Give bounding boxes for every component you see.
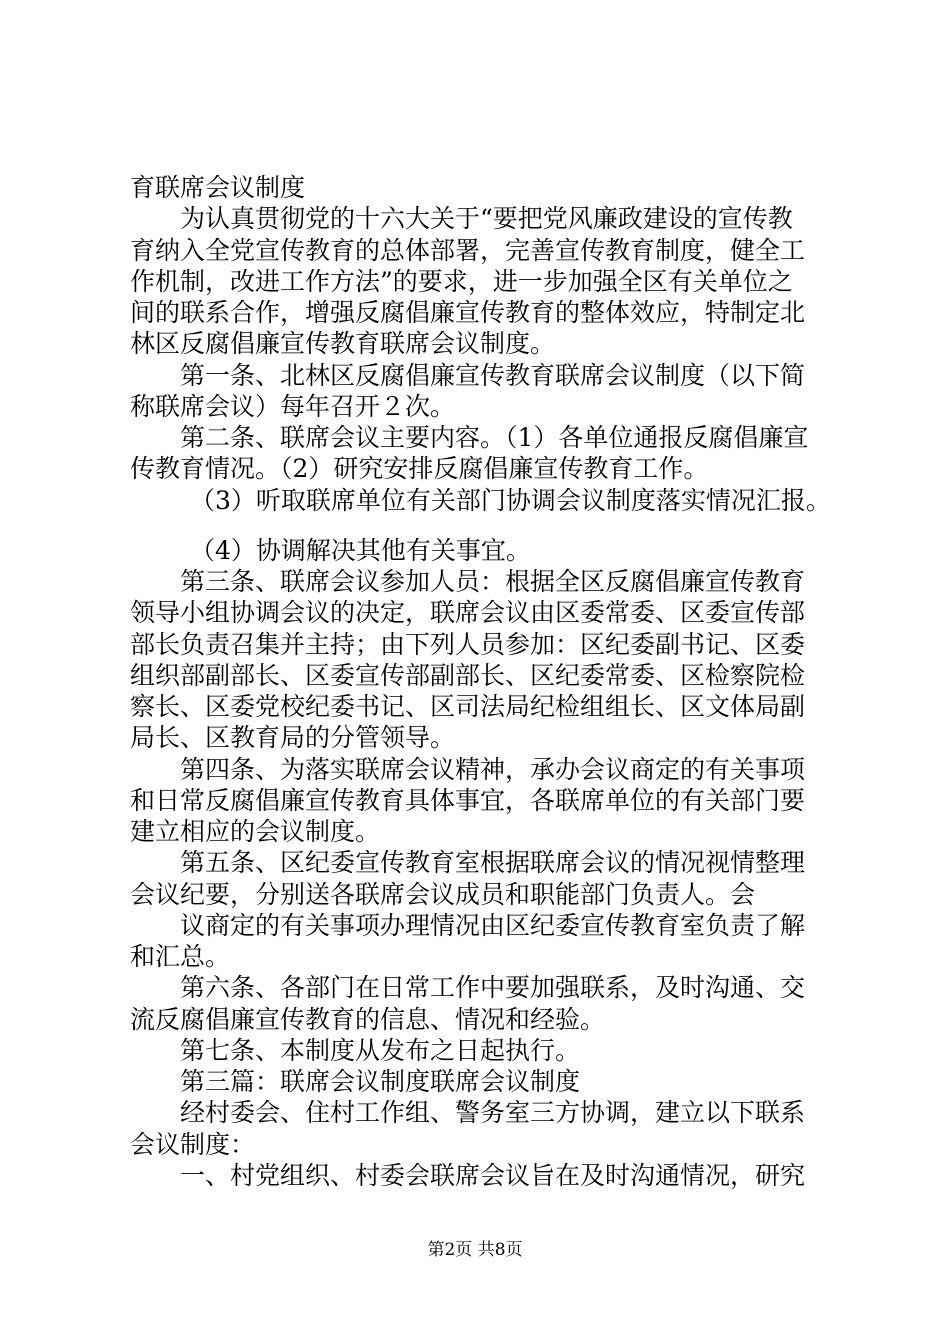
- text-line: 部长负责召集并主持；由下列人员参加：区纪委副书记、区委: [130, 630, 806, 659]
- text-line: 第四条、为落实联席会议精神，承办会议商定的有关事项: [180, 755, 806, 784]
- text-line: 经村委会、住村工作组、警务室三方协调，建立以下联系: [180, 1098, 806, 1127]
- text-line: 第三篇：联席会议制度联席会议制度: [180, 1067, 581, 1096]
- text-line: 第二条、联席会议主要内容。（1）各单位通报反腐倡廉宣: [180, 423, 809, 452]
- text-line: 第六条、各部门在日常工作中要加强联系，及时沟通、交: [180, 973, 806, 1002]
- text-line: 为认真贯彻党的十六大关于“要把党风廉政建设的宣传教: [180, 204, 793, 233]
- text-line: 建立相应的会议制度。: [130, 817, 381, 846]
- text-line: 间的联系合作，增强反腐倡廉宣传教育的整体效应，特制定北: [130, 298, 806, 327]
- text-line: 流反腐倡廉宣传教育的信息、情况和经验。: [130, 1005, 606, 1034]
- text-line: 第三条、联席会议参加人员：根据全区反腐倡廉宣传教育: [180, 567, 806, 596]
- text-line: （3）听取联席单位有关部门协调会议制度落实情况汇报。: [190, 486, 831, 515]
- text-line: 传教育情况。（2）研究安排反腐倡廉宣传教育工作。: [130, 454, 709, 483]
- text-line: 局长、区教育局的分管领导。: [130, 723, 456, 752]
- text-line: （4）协调解决其他有关事宜。: [190, 536, 531, 565]
- text-line: 育纳入全党宣传教育的总体部署，完善宣传教育制度，健全工: [130, 236, 806, 265]
- text-line: 会议纪要，分别送各联席会议成员和职能部门负责人。会: [130, 880, 756, 909]
- text-line: 和日常反腐倡廉宣传教育具体事宜，各联席单位的有关部门要: [130, 786, 806, 815]
- text-line: 察长、区委党校纪委书记、区司法局纪检组组长、区文体局副: [130, 692, 806, 721]
- text-line: 一、村党组织、村委会联席会议旨在及时沟通情况，研究: [180, 1161, 806, 1190]
- text-line: 称联席会议）每年召开２次。: [130, 392, 456, 421]
- text-line: 作机制，改进工作方法”的要求，进一步加强全区有关单位之: [130, 267, 793, 296]
- text-line: 领导小组协调会议的决定，联席会议由区委常委、区委宣传部: [130, 598, 806, 627]
- text-line: 组织部副部长、区委宣传部副部长、区纪委常委、区检察院检: [130, 661, 806, 690]
- text-line: 育联席会议制度: [130, 173, 306, 202]
- text-line: 会议制度：: [130, 1130, 256, 1159]
- text-line: 第七条、本制度从发布之日起执行。: [180, 1036, 581, 1065]
- text-line: 林区反腐倡廉宣传教育联席会议制度。: [130, 329, 556, 358]
- text-line: 第一条、北林区反腐倡廉宣传教育联席会议制度（以下简: [180, 361, 806, 390]
- text-line: 议商定的有关事项办理情况由区纪委宣传教育室负责了解: [180, 911, 806, 940]
- page-number: 第2页 共8页: [427, 1240, 523, 1260]
- text-line: 和汇总。: [130, 942, 231, 971]
- text-line: 第五条、区纪委宣传教育室根据联席会议的情况视情整理: [180, 848, 806, 877]
